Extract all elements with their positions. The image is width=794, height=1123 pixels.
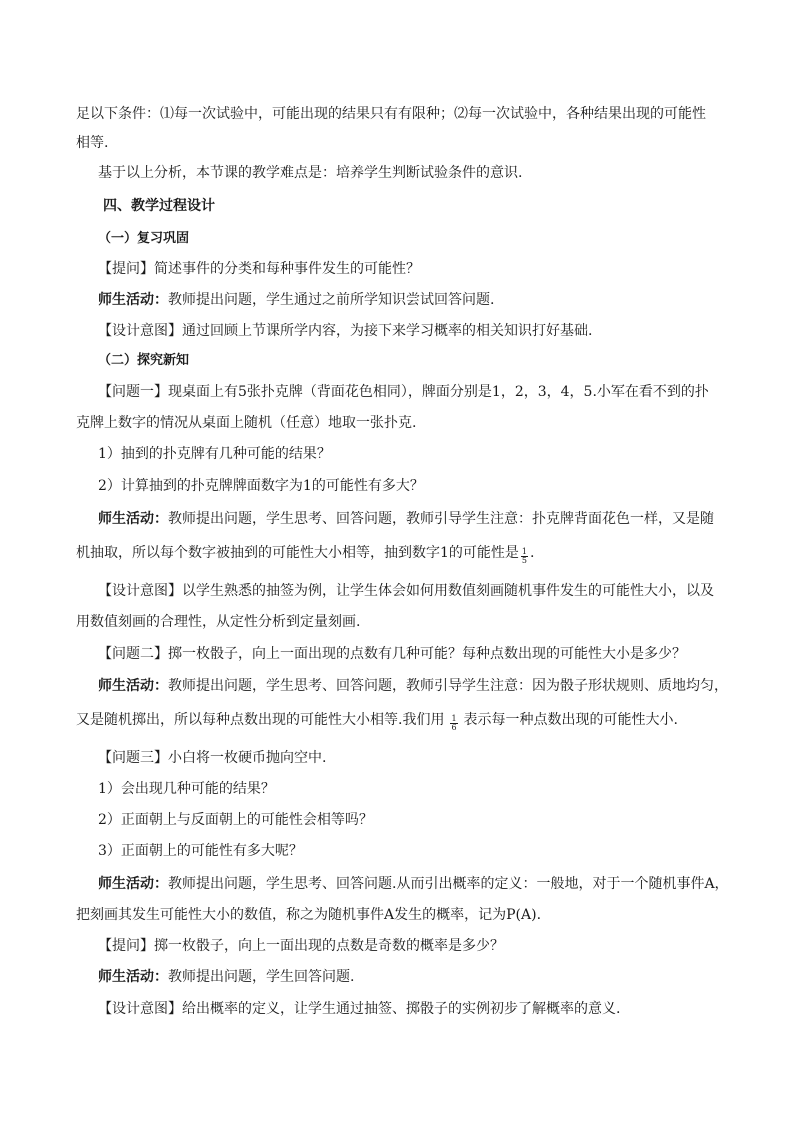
paragraph-line xyxy=(76,710,678,732)
fraction-numerator: 1 xyxy=(451,714,457,723)
intent-paragraph xyxy=(98,321,592,341)
list-item xyxy=(98,444,331,464)
activity-paragraph xyxy=(98,967,354,987)
activity-tag: 师生活动： xyxy=(98,292,168,308)
paragraph-line xyxy=(76,612,360,632)
activity-text: 教师提出问题，学生思考、回答问题，教师引导学生注意：因为骰子形状规则、质地均匀， xyxy=(168,678,728,694)
text: 3）正面朝上的可能性有多大呢？ xyxy=(98,843,303,859)
paragraph-line xyxy=(76,133,108,153)
activity-paragraph xyxy=(98,509,714,529)
fraction-denominator: 5 xyxy=(521,556,527,565)
intent-text: 以学生熟悉的抽签为例，让学生体会如何用数值刻画随机事件发生的可能性大小，以及 xyxy=(182,583,714,599)
text: 用数值刻画的合理性，从定性分析到定量刻画. xyxy=(76,614,361,630)
text: . xyxy=(530,545,535,561)
activity-text: 教师提出问题，学生思考、回答问题，教师引导学生注意：扑克牌背面花色一样，又是随 xyxy=(168,511,714,527)
fraction-one-sixth xyxy=(450,715,457,732)
text: 1）会出现几种可能的结果？ xyxy=(98,781,275,797)
activity-paragraph xyxy=(98,874,729,894)
text: 机抽取，所以每个数字被抽到的可能性大小相等，抽到数字1的可能性是 xyxy=(76,545,519,561)
heading-text: 四、教学过程设计 xyxy=(103,198,215,214)
intent-tag: 【设计意图】 xyxy=(98,323,182,339)
text: 又是随机掷出，所以每种点数出现的可能性大小相等.我们用 xyxy=(76,712,445,728)
paragraph-line xyxy=(76,543,534,565)
list-item xyxy=(98,841,303,861)
list-item xyxy=(98,810,373,830)
question-paragraph xyxy=(98,382,709,402)
paragraph-line xyxy=(98,163,522,183)
text: 2）计算抽到的扑克牌牌面数字为1的可能性有多大？ xyxy=(98,478,424,494)
question-tag: 【问题三】 xyxy=(98,750,168,766)
question-text: 掷一枚骰子，向上一面出现的点数有几种可能？每种点数出现的可能性大小是多少？ xyxy=(168,646,686,662)
ask-tag: 【提问】 xyxy=(98,938,154,954)
text: 相等. xyxy=(76,135,109,151)
text: 足以下条件：⑴每一次试验中，可能出现的结果只有有限种；⑵每一次试验中，各种结果出现的可能性 xyxy=(76,106,706,122)
fraction-denominator: 6 xyxy=(451,723,457,732)
question-text: 现桌面上有5张扑克牌（背面花色相同），牌面分别是1，2，3，4，5.小军在看不到的扑 xyxy=(168,384,709,400)
question-tag: 【问题一】 xyxy=(98,384,168,400)
fraction-one-fifth xyxy=(521,548,528,565)
paragraph-line xyxy=(76,104,706,124)
question-paragraph xyxy=(98,644,686,664)
ask-paragraph xyxy=(98,936,504,956)
text: 1）抽到的扑克牌有几种可能的结果？ xyxy=(98,446,331,462)
intent-text: 给出概率的定义，让学生通过抽签、掷骰子的实例初步了解概率的意义. xyxy=(182,1001,621,1017)
activity-text: 教师提出问题，学生思考、回答问题.从而引出概率的定义：一般地，对于一个随机事件A， xyxy=(168,876,729,892)
activity-tag: 师生活动： xyxy=(98,678,168,694)
ask-text: 掷一枚骰子，向上一面出现的点数是奇数的概率是多少？ xyxy=(154,938,504,954)
activity-text: 教师提出问题，学生通过之前所学知识尝试回答问题. xyxy=(168,292,495,308)
activity-tag: 师生活动： xyxy=(98,969,168,985)
fraction-numerator: 1 xyxy=(521,547,527,556)
ask-paragraph xyxy=(98,259,420,279)
text: 克牌上数字的情况从桌面上随机（任意）地取一张扑克. xyxy=(76,415,417,431)
ask-text: 简述事件的分类和每种事件发生的可能性？ xyxy=(154,261,420,277)
text: 表示每一种点数出现的可能性大小. xyxy=(463,712,678,728)
intent-paragraph xyxy=(98,581,714,601)
text: 把刻画其发生可能性大小的数值，称之为随机事件A发生的概率，记为P(A). xyxy=(76,907,542,923)
text: 2）正面朝上与反面朝上的可能性会相等吗？ xyxy=(98,812,373,828)
question-text: 小白将一枚硬币抛向空中. xyxy=(168,750,327,766)
intent-paragraph xyxy=(98,999,620,1019)
intent-tag: 【设计意图】 xyxy=(98,1001,182,1017)
subsection-heading xyxy=(98,351,189,371)
activity-text: 教师提出问题，学生回答问题. xyxy=(168,969,355,985)
intent-tag: 【设计意图】 xyxy=(98,583,182,599)
list-item xyxy=(98,779,275,799)
intent-text: 通过回顾上节课所学内容，为接下来学习概率的相关知识打好基础. xyxy=(182,323,593,339)
activity-tag: 师生活动： xyxy=(98,511,168,527)
ask-tag: 【提问】 xyxy=(98,261,154,277)
activity-paragraph xyxy=(98,676,728,696)
paragraph-line xyxy=(76,413,416,433)
heading-text: （二）探究新知 xyxy=(98,353,190,368)
section-heading xyxy=(103,196,215,216)
activity-tag: 师生活动： xyxy=(98,876,168,892)
question-paragraph xyxy=(98,748,326,768)
text: 基于以上分析，本节课的教学难点是：培养学生判断试验条件的意识. xyxy=(98,165,523,181)
list-item xyxy=(98,476,424,496)
question-tag: 【问题二】 xyxy=(98,646,168,662)
paragraph-line xyxy=(76,905,541,925)
heading-text: （一）复习巩固 xyxy=(98,231,190,246)
activity-paragraph xyxy=(98,290,494,310)
subsection-heading xyxy=(98,229,189,249)
